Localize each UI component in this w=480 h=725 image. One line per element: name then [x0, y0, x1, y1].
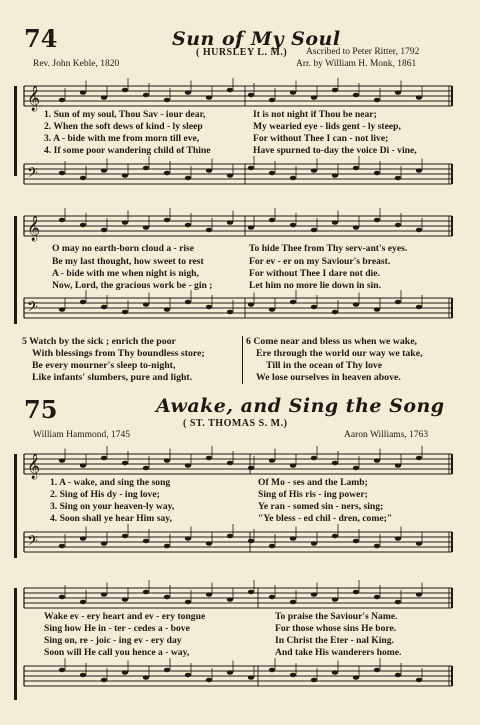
- note-head: [206, 228, 212, 233]
- note-head: [290, 176, 296, 181]
- note-head: [311, 228, 317, 233]
- note-head: [80, 673, 86, 678]
- lyric-line: 4. Soon shall ye hear Him say,: [50, 513, 172, 524]
- lyric-line: Sing of His ris - ing power;: [258, 489, 368, 500]
- note-head: [101, 168, 107, 173]
- note-head: [332, 534, 338, 539]
- svg-text:𝄞: 𝄞: [27, 216, 41, 241]
- verse-divider: [242, 336, 243, 384]
- verse-line: Like infants' slumbers, pure and light.: [32, 372, 193, 383]
- note-head: [164, 218, 170, 223]
- note-head: [416, 305, 422, 310]
- note-head: [143, 166, 149, 171]
- words-credit: William Hammond, 1745: [33, 430, 130, 440]
- note-head: [206, 168, 212, 173]
- note-head: [143, 93, 149, 98]
- note-head: [374, 668, 380, 673]
- note-head: [311, 305, 317, 310]
- note-head: [269, 218, 275, 223]
- lyric-line: Have spurned to-day the voice Di - vine,: [253, 145, 417, 156]
- note-head: [122, 173, 128, 178]
- note-head: [122, 597, 128, 602]
- note-head: [164, 98, 170, 103]
- verse-line: Be every mourner's sleep to-night,: [32, 360, 176, 371]
- note-head: [416, 228, 422, 233]
- note-head: [332, 220, 338, 225]
- note-head: [416, 678, 422, 683]
- note-head: [227, 534, 233, 539]
- note-head: [311, 592, 317, 597]
- arranger-credit: Arr. by William H. Monk, 1861: [296, 59, 417, 69]
- note-head: [122, 461, 128, 466]
- note-head: [59, 458, 65, 463]
- note-head: [206, 541, 212, 546]
- note-head: [101, 678, 107, 683]
- svg-text:𝄞: 𝄞: [27, 86, 41, 111]
- music-staff-bass: [0, 658, 480, 698]
- music-staff-bass: [0, 524, 480, 564]
- verse-line: Ere through the world our way we take,: [256, 348, 423, 359]
- note-head: [374, 458, 380, 463]
- note-head: [395, 600, 401, 605]
- note-head: [290, 673, 296, 678]
- note-head: [332, 310, 338, 315]
- hymn-number: 75: [24, 395, 58, 424]
- note-heads: [59, 524, 422, 548]
- note-head: [416, 168, 422, 173]
- note-head: [59, 595, 65, 600]
- note-head: [332, 597, 338, 602]
- lyric-line: 3. A - bide with me from morn till eve,: [44, 133, 200, 144]
- note-head: [185, 463, 191, 468]
- note-head: [332, 461, 338, 466]
- note-head: [290, 223, 296, 228]
- note-head: [80, 223, 86, 228]
- note-head: [227, 310, 233, 315]
- note-head: [143, 539, 149, 544]
- note-head: [59, 668, 65, 673]
- note-head: [101, 305, 107, 310]
- note-head: [353, 539, 359, 544]
- note-head: [59, 98, 65, 103]
- note-head: [143, 590, 149, 595]
- verse-line: With blessings from Thy boundless store;: [32, 348, 205, 359]
- note-head: [143, 225, 149, 230]
- music-credit: Ascribed to Peter Ritter, 1792: [306, 47, 420, 57]
- note-head: [290, 600, 296, 605]
- note-head: [395, 176, 401, 181]
- note-head: [416, 95, 422, 100]
- note-head: [374, 307, 380, 312]
- note-head: [332, 88, 338, 93]
- note-head: [185, 300, 191, 305]
- note-head: [311, 168, 317, 173]
- svg-text:𝄢: 𝄢: [27, 165, 38, 185]
- note-head: [374, 595, 380, 600]
- note-head: [164, 171, 170, 176]
- note-head: [164, 458, 170, 463]
- note-heads: [59, 446, 422, 470]
- note-head: [227, 597, 233, 602]
- verse-line: Till in the ocean of Thy love: [266, 360, 383, 371]
- svg-text:𝄢: 𝄢: [27, 299, 38, 319]
- tune-name: ( HURSLEY L. M.): [196, 47, 288, 58]
- lyric-line: Soon will He call you hence a - way,: [44, 647, 190, 658]
- lyric-line: For without Thee I can - not live;: [253, 133, 389, 144]
- note-head: [269, 307, 275, 312]
- words-credit: Rev. John Keble, 1820: [33, 59, 120, 69]
- hymn-number: 74: [24, 24, 58, 53]
- note-heads: [59, 156, 422, 180]
- note-head: [143, 675, 149, 680]
- note-head: [101, 592, 107, 597]
- note-head: [290, 536, 296, 541]
- lyric-line: And take His wanderers home.: [275, 647, 402, 658]
- note-heads: [59, 78, 422, 102]
- note-head: [353, 590, 359, 595]
- lyric-line: Ye ran - somed sin - ners, sing;: [258, 501, 384, 512]
- lyric-line: To praise the Saviour's Name.: [275, 611, 398, 622]
- note-head: [122, 534, 128, 539]
- note-head: [59, 307, 65, 312]
- lyric-line: 2. When the soft dews of kind - ly sleep: [44, 121, 203, 132]
- lyric-line: "Ye bless - ed chil - dren, come;": [258, 513, 393, 524]
- note-head: [269, 544, 275, 549]
- note-head: [248, 675, 254, 680]
- note-head: [248, 225, 254, 230]
- note-head: [206, 456, 212, 461]
- lyric-line: Wake ev - ery heart and ev - ery tongue: [44, 611, 206, 622]
- note-head: [122, 220, 128, 225]
- note-head: [374, 218, 380, 223]
- note-head: [206, 678, 212, 683]
- note-head: [80, 176, 86, 181]
- note-head: [122, 310, 128, 315]
- note-head: [227, 461, 233, 466]
- note-head: [206, 592, 212, 597]
- note-head: [101, 228, 107, 233]
- note-head: [311, 456, 317, 461]
- note-head: [395, 300, 401, 305]
- lyric-line: In Christ the Eter - nal King.: [275, 635, 394, 646]
- note-head: [101, 456, 107, 461]
- lyric-line: 3. Sing on your heaven-ly way,: [50, 501, 175, 512]
- note-head: [59, 218, 65, 223]
- note-heads: [59, 658, 422, 682]
- note-head: [395, 90, 401, 95]
- verse-line: We lose ourselves in heaven above.: [256, 372, 401, 383]
- note-head: [122, 670, 128, 675]
- lyric-line: My wearied eye - lids gent - ly steep,: [253, 121, 401, 132]
- note-head: [353, 93, 359, 98]
- lyric-line: 2. Sing of His dy - ing love;: [50, 489, 160, 500]
- note-head: [374, 98, 380, 103]
- lyric-line: For without Thee I dare not die.: [249, 268, 380, 279]
- note-head: [206, 305, 212, 310]
- note-head: [395, 673, 401, 678]
- note-head: [59, 544, 65, 549]
- note-head: [248, 166, 254, 171]
- note-head: [353, 675, 359, 680]
- svg-text:𝄢: 𝄢: [27, 533, 38, 553]
- note-heads: [59, 208, 422, 232]
- note-head: [248, 466, 254, 471]
- note-head: [269, 458, 275, 463]
- note-heads: [59, 290, 422, 314]
- lyric-line: Of Mo - ses and the Lamb;: [258, 477, 368, 488]
- note-head: [248, 590, 254, 595]
- note-head: [269, 98, 275, 103]
- note-head: [395, 223, 401, 228]
- note-head: [416, 541, 422, 546]
- note-head: [185, 536, 191, 541]
- note-head: [353, 466, 359, 471]
- lyric-line: 1. Sun of my soul, Thou Sav - iour dear,: [44, 109, 206, 120]
- note-head: [185, 90, 191, 95]
- note-head: [248, 539, 254, 544]
- note-head: [248, 302, 254, 307]
- note-head: [80, 90, 86, 95]
- note-head: [80, 600, 86, 605]
- lyric-line: Now, Lord, the gracious work be - gin ;: [52, 280, 213, 291]
- note-head: [248, 93, 254, 98]
- note-head: [269, 668, 275, 673]
- lyric-line: 1. A - wake, and sing the song: [50, 477, 171, 488]
- note-head: [395, 536, 401, 541]
- hymn-title: Awake, and Sing the Song: [156, 395, 445, 417]
- note-head: [185, 176, 191, 181]
- note-head: [164, 544, 170, 549]
- verse-line: 6 Come near and bless us when we wake,: [246, 336, 418, 347]
- note-head: [353, 302, 359, 307]
- lyric-line: Be my last thought, how sweet to rest: [52, 256, 204, 267]
- svg-text:𝄞: 𝄞: [27, 454, 41, 479]
- note-head: [185, 223, 191, 228]
- note-head: [227, 220, 233, 225]
- lyric-line: 4. If some poor wandering child of Thine: [44, 145, 211, 156]
- note-head: [101, 95, 107, 100]
- note-head: [143, 466, 149, 471]
- note-head: [311, 95, 317, 100]
- note-head: [164, 595, 170, 600]
- lyric-line: For ev - er on my Saviour's breast.: [249, 256, 391, 267]
- music-staff-bass: [0, 290, 480, 330]
- note-head: [206, 95, 212, 100]
- note-head: [269, 171, 275, 176]
- note-head: [59, 171, 65, 176]
- note-head: [143, 302, 149, 307]
- note-head: [80, 300, 86, 305]
- note-head: [290, 300, 296, 305]
- note-head: [332, 173, 338, 178]
- tune-name: ( ST. THOMAS S. M.): [183, 418, 288, 429]
- music-staff-bass: [0, 156, 480, 196]
- lyric-line: Sing how He in - ter - cedes a - bove: [44, 623, 190, 634]
- note-head: [101, 541, 107, 546]
- lyric-line: To hide Thee from Thy serv-ant's eyes.: [249, 243, 408, 254]
- note-head: [227, 173, 233, 178]
- note-head: [311, 678, 317, 683]
- note-head: [164, 668, 170, 673]
- note-head: [416, 592, 422, 597]
- note-head: [269, 595, 275, 600]
- verse-line: 5 Watch by the sick ; enrich the poor: [22, 336, 176, 347]
- note-head: [227, 88, 233, 93]
- note-head: [227, 670, 233, 675]
- note-heads: [59, 580, 422, 604]
- note-head: [290, 463, 296, 468]
- lyric-line: Let him no more lie down in sin.: [249, 280, 382, 291]
- note-head: [164, 307, 170, 312]
- note-head: [290, 90, 296, 95]
- note-head: [80, 536, 86, 541]
- note-head: [374, 544, 380, 549]
- lyric-line: For those whose sins He bore.: [275, 623, 397, 634]
- lyric-line: It is not night if Thou be near;: [253, 109, 377, 120]
- note-head: [185, 600, 191, 605]
- hymn-title: Sun of My Soul: [172, 28, 341, 50]
- note-head: [311, 541, 317, 546]
- note-head: [80, 463, 86, 468]
- note-head: [416, 456, 422, 461]
- note-head: [395, 463, 401, 468]
- note-head: [353, 166, 359, 171]
- lyric-line: O may no earth-born cloud a - rise: [52, 243, 195, 254]
- music-credit: Aaron Williams, 1763: [344, 430, 429, 440]
- note-head: [353, 225, 359, 230]
- note-head: [185, 673, 191, 678]
- note-head: [374, 171, 380, 176]
- note-head: [332, 670, 338, 675]
- note-head: [122, 88, 128, 93]
- lyric-line: A - bide with me when night is nigh,: [52, 268, 199, 279]
- lyric-line: Sing on, re - joic - ing ev - ery day: [44, 635, 182, 646]
